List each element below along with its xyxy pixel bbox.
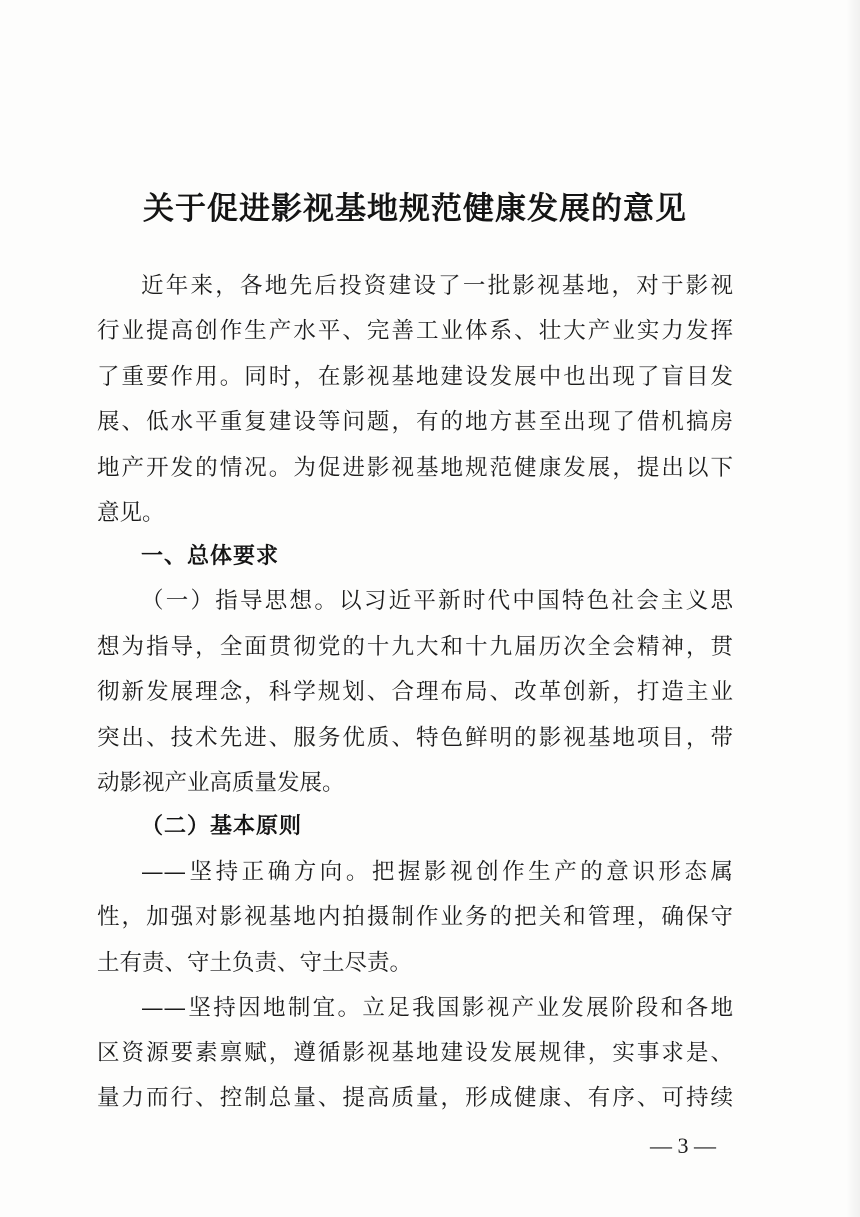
section-heading-general-requirements: 一、总体要求	[141, 544, 280, 569]
item-1-line-1: （一）指导思想。以习近平新时代中国特色社会主义思	[141, 588, 733, 614]
principle-2-line-1: ——坚持因地制宜。立足我国影视产业发展阶段和各地	[141, 995, 733, 1021]
intro-line-5: 地产开发的情况。为促进影视基地规范健康发展，提出以下	[97, 455, 733, 481]
principle-2-line-2: 区资源要素禀赋，遵循影视基地建设发展规律，实事求是、	[97, 1040, 733, 1066]
principle-2-line-3: 量力而行、控制总量、提高质量，形成健康、有序、可持续	[97, 1085, 733, 1111]
document-title: 关于促进影视基地规范健康发展的意见	[143, 191, 687, 227]
item-1-line-3: 彻新发展理念，科学规划、合理布局、改革创新，打造主业	[97, 679, 733, 705]
principle-1-line-2: 性，加强对影视基地内拍摄制作业务的把关和管理，确保守	[97, 904, 733, 930]
item-1-line-4: 突出、技术先进、服务优质、特色鲜明的影视基地项目，带	[97, 725, 733, 751]
item-2-heading-basic-principles: （二）基本原则	[141, 814, 303, 839]
intro-line-1: 近年来，各地先后投资建设了一批影视基地，对于影视	[141, 273, 733, 299]
intro-line-3: 了重要作用。同时，在影视基地建设发展中也出现了盲目发	[97, 364, 733, 390]
principle-1-line-1: ——坚持正确方向。把握影视创作生产的意识形态属	[141, 859, 733, 885]
page-number: — 3 —	[650, 1133, 716, 1158]
intro-line-2: 行业提高创作生产水平、完善工业体系、壮大产业实力发挥	[97, 318, 733, 344]
item-1-line-2: 想为指导，全面贯彻党的十九大和十九届历次全会精神，贯	[97, 634, 733, 660]
item-1-line-5: 动影视产业高质量发展。	[97, 770, 345, 796]
principle-1-line-3: 土有责、守土负责、守土尽责。	[97, 950, 413, 976]
intro-line-6: 意见。	[97, 500, 165, 526]
scan-edge-shadow	[846, 0, 860, 1217]
intro-line-4: 展、低水平重复建设等问题，有的地方甚至出现了借机搞房	[97, 409, 733, 435]
